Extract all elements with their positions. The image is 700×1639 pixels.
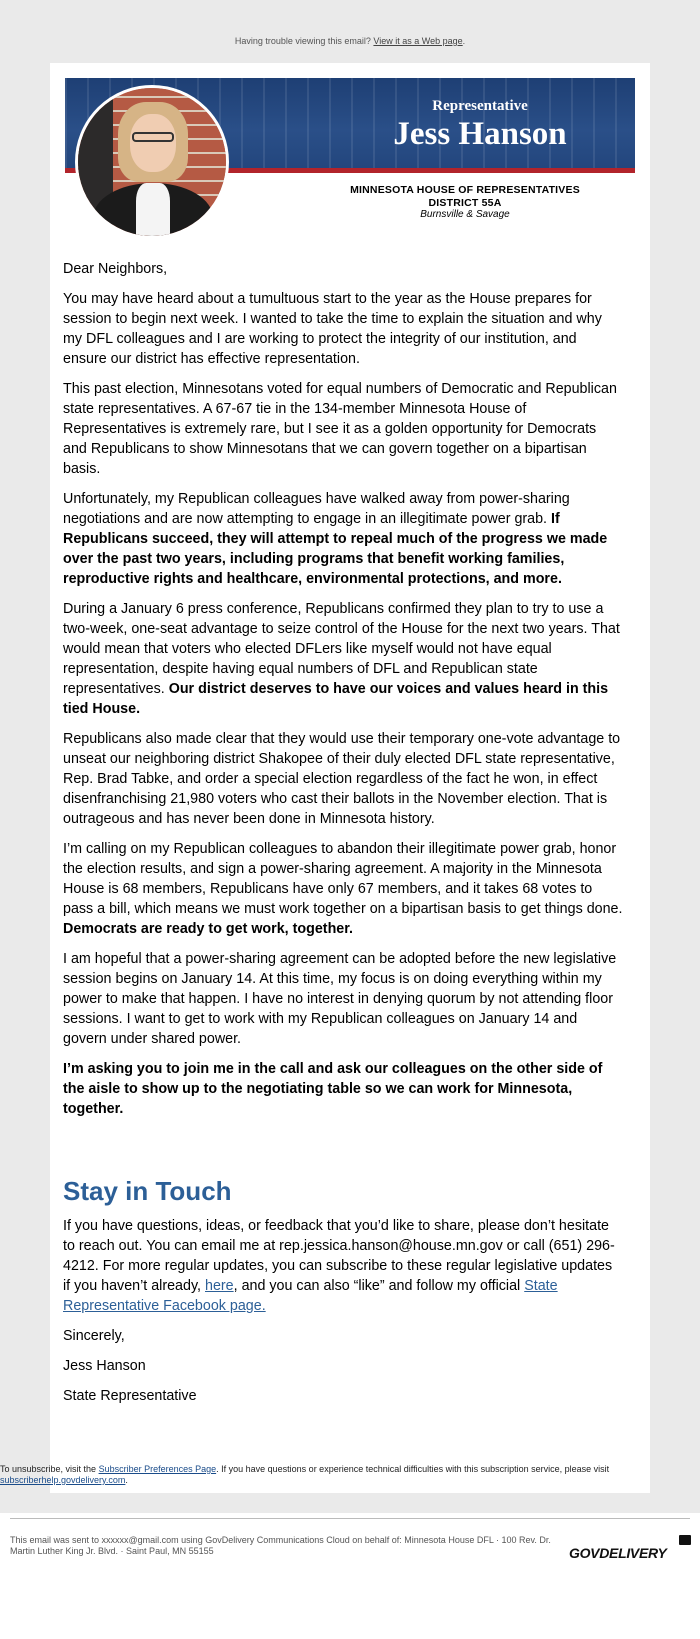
unsubscribe-footer <box>0 1464 700 1486</box>
portrait-face <box>130 114 176 172</box>
web-page-link[interactable]: View it as a Web page <box>373 36 463 46</box>
facebook-page-link[interactable]: State Representative Facebook page. <box>63 1278 558 1314</box>
house-name: MINNESOTA HOUSE OF REPRESENTATIVES <box>350 184 580 196</box>
unsubscribe-prefix: To unsubscribe, visit the <box>0 1464 99 1474</box>
govdelivery-logo[interactable]: GOVDELIVERY <box>569 1545 667 1561</box>
district-number: DISTRICT 55A <box>428 197 502 209</box>
paragraph-6-bold: Democrats are ready to get work, together. <box>63 921 354 937</box>
closing: Sincerely, <box>63 1328 125 1344</box>
paragraph-7: I am hopeful that a power-sharing agreement can be adopted before the new legislative session begins on January 14. At this time, my focus is on doing everything within my power to make that happen. I have no interest in denying quorum by not attending floor sessions. I want to get to work with my Republican colleagues on January 14 and govern under shared power. <box>63 951 617 1047</box>
unsubscribe-end: . <box>125 1475 128 1485</box>
unsubscribe-middle: . If you have questions or experience technical difficulties with this subscription service, please visit <box>216 1464 610 1474</box>
email-card <box>50 63 650 1493</box>
paragraph-2: This past election, Minnesotans voted for equal numbers of Democratic and Republican state representatives. A 67-67 tie in the 134-member Minnesota House of Representatives is extremely rare, but I see it as a golden opportunity for Democrats and Republicans to show Minnesotans that we can govern together on a bipartisan basis. <box>63 381 617 477</box>
paragraph-3 <box>63 489 623 589</box>
footer-divider <box>10 1518 690 1519</box>
paragraph-1: You may have heard about a tumultuous start to the year as the House prepares for session to begin next week. I wanted to take the time to explain the situation and why my DFL colleagues and I are working to protect the integrity of our institution, and ensure our district has effective representation. <box>63 291 602 367</box>
district-info <box>280 184 650 210</box>
portrait-shirt <box>136 183 170 239</box>
top-note: Having trouble viewing this email? View it as a Web page. <box>234 36 466 46</box>
top-note-text: Having trouble viewing this email? <box>234 36 371 46</box>
paragraph-8-bold: I’m asking you to join me in the call and ask our colleagues on the other side of the aisle to show up to the negotiating table so we can work for Minnesota, together. <box>63 1061 603 1117</box>
paragraph-6 <box>63 839 623 939</box>
signature-title: State Representative <box>63 1388 197 1404</box>
greeting: Dear Neighbors, <box>63 261 168 277</box>
subscribe-here-link[interactable]: here <box>205 1278 234 1294</box>
paragraph-4 <box>63 599 623 719</box>
paragraph-4-bold: Our district deserves to have our voices and values heard in this tied House. <box>63 681 609 717</box>
contact-text-1: If you have questions, ideas, or feedback that you’d like to share, please don’t hesitate to reach out. You can email me at rep.jessica.hanson@house.mn.gov or call (651) 296-4212. For more regular updates, you can subscribe to these regular legislative updates if you haven’t already, <box>63 1218 615 1294</box>
stay-in-touch-heading: Stay in Touch <box>63 1176 232 1206</box>
contact-text-2: , and you can also “like” and follow my official <box>233 1278 525 1294</box>
letter-body <box>63 259 623 1129</box>
representative-portrait <box>75 85 229 239</box>
sent-to-notice: This email was sent to xxxxxx@gmail.com using GovDelivery Communications Cloud on behalf of: Minnesota House DFL · 100 Rev. Dr. Martin Luther King Jr. Blvd. · Saint Paul, MN 55155 <box>10 1535 551 1556</box>
paragraph-8 <box>63 1059 623 1119</box>
portrait-glasses <box>132 132 174 142</box>
signature-name: Jess Hanson <box>63 1358 146 1374</box>
banner-name: Jess Hanson <box>393 116 567 152</box>
banner-title-prefix: Representative <box>432 98 528 114</box>
paragraph-6-text: I’m calling on my Republican colleagues to abandon their illegitimate power grab, honor the election results, and sign a power-sharing agreement. A majority in the Minnesota House is 68 members, Republicans have only 67 members, and it takes 68 votes to pass a bill, which means we must work together on a bipartisan basis to get things done. <box>63 841 623 917</box>
district-cities: Burnsville & Savage <box>420 209 510 220</box>
contact-section <box>63 1216 623 1416</box>
paragraph-3-bold: If Republicans succeed, they will attempt to repeal much of the progress we made over the past two years, including programs that benefit working families, reproductive rights and healthcare, environmental protections, and more. <box>63 511 608 587</box>
paragraph-3-text: Unfortunately, my Republican colleagues have walked away from power-sharing negotiations and are now attempting to engage in an illegitimate power grab. <box>63 491 570 527</box>
govdelivery-flag-icon <box>679 1535 691 1545</box>
paragraph-5: Republicans also made clear that they would use their temporary one-vote advantage to unseat our neighboring district Shakopee of their duly elected DFL state representative, Rep. Brad Tabke, and order a special election regardless of the fact he won, in effect disenfranchising 21,980 voters who cast their ballots in the November election. That is outrageous and has never been done in Minnesota history. <box>63 731 621 827</box>
paragraph-4-text: During a January 6 press conference, Republicans confirmed they plan to try to use a two-week, one-seat advantage to seize control of the House for the next two years. That would mean that voters who elected DFLers like myself would not have equal representation, despite having equal numbers of DFL and Republican state representatives. <box>63 601 620 697</box>
subscriber-help-link[interactable]: subscriberhelp.govdelivery.com <box>0 1475 126 1485</box>
contact-paragraph <box>63 1216 623 1316</box>
subscriber-preferences-link[interactable]: Subscriber Preferences Page <box>98 1464 217 1474</box>
